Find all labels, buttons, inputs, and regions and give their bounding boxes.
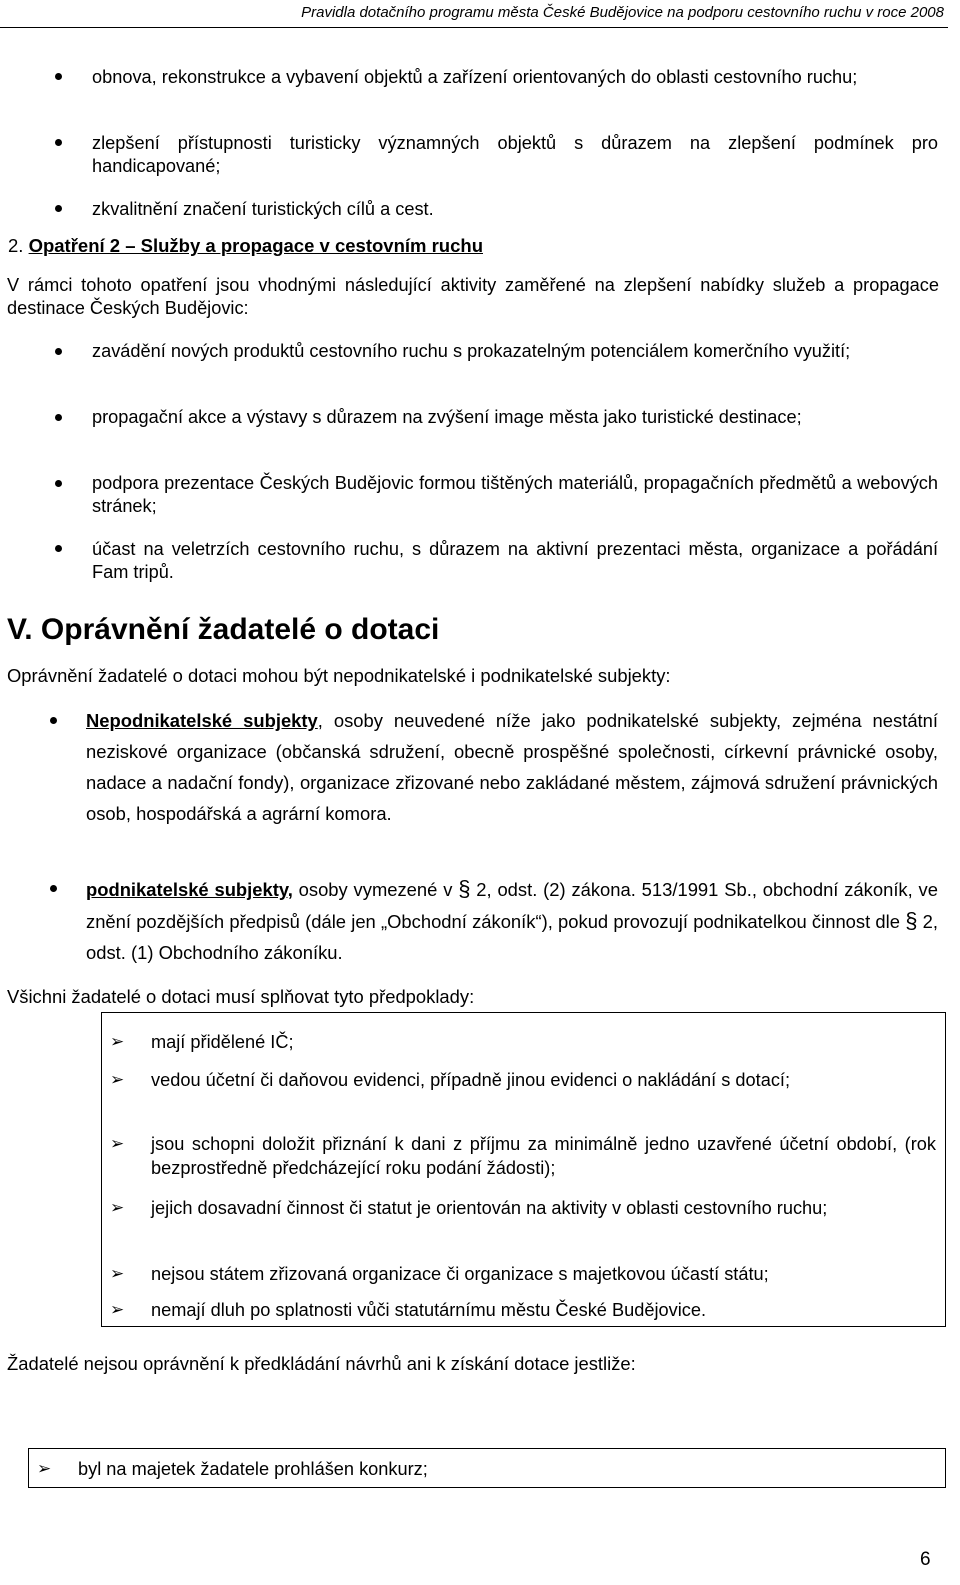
requirement-item: nemají dluh po splatnosti vůči statutárnímu městu České Budějovice. (151, 1300, 707, 1320)
requirements-intro: Všichni žadatelé o dotaci musí splňovat tyto předpoklady: (7, 986, 475, 1007)
list-item: zavádění nových produktů cestovního ruchu s prokazatelným potenciálem komerčního využití; (92, 341, 851, 361)
requirement-item: jsou schopni doložit přiznání k dani z příjmu za minimálně jedno uzavřené účetní období, (rok bezprostředně předcházející roku podání žádosti); (151, 1134, 936, 1178)
term-nonbusiness: Nepodnikatelské subjekty (86, 710, 318, 731)
list-item: podpora prezentace Českých Budějovic formou tištěných materiálů, propagačních předmětů a webových stránek; (92, 473, 938, 516)
measure-title: Opatření 2 – Služby a propagace v cestovním ruchu (28, 235, 483, 256)
requirement-item: mají přidělené IČ; (151, 1032, 294, 1052)
list-item: propagační akce a výstavy s důrazem na zvýšení image města jako turistické destinace; (92, 407, 802, 427)
arrow-bullet-icon: ➢ (110, 1300, 125, 1319)
list-item: účast na veletrzích cestovního ruchu, s důrazem na aktivní prezentaci města, organizace a pořádání Fam tripů. (92, 539, 938, 582)
arrow-bullet-icon: ➢ (110, 1032, 125, 1051)
list-item: zlepšení přístupnosti turisticky významných objektů s důrazem na zlepšení podmínek pro handicapované; (92, 133, 938, 176)
section-intro: Oprávnění žadatelé o dotaci mohou být nepodnikatelské i podnikatelské subjekty: (7, 665, 671, 686)
term-text: , obchodní zákoník, ve znění pozdějších předpisů (dále jen „Obchodní zákoník“), pokud provozují podnikatelkou činnost dle (86, 879, 938, 932)
running-header: Pravidla dotačního programu města České Budějovice na podporu cestovního ruchu v roce 2008 (301, 4, 944, 21)
term-text: 2, odst. (1) Obchodního zákoníku. (86, 911, 938, 963)
requirement-item: vedou účetní či daňovou evidenci, případně jinou evidenci o nakládání s dotací; (151, 1070, 791, 1090)
measure-number: 2. (8, 235, 24, 256)
list-item (86, 705, 938, 829)
measure-intro: V rámci tohoto opatření jsou vhodnými následující aktivity zaměřené na zlepšení nabídky služeb a propagace destinace Českých Budějovic: (7, 275, 939, 318)
page-number: 6 (920, 1549, 931, 1570)
bullet-icon (50, 885, 57, 892)
bullet-icon (55, 480, 62, 487)
list-item: zkvalitnění značení turistických cílů a cest. (92, 199, 434, 219)
section-sign: § (458, 876, 471, 901)
requirement-item: jejich dosavadní činnost či statut je orientován na aktivity v oblasti cestovního ruchu; (151, 1198, 828, 1218)
header-divider (0, 27, 948, 28)
bullet-icon (55, 545, 62, 552)
term-text: osoby vymezené v (292, 879, 459, 900)
arrow-bullet-icon: ➢ (110, 1134, 125, 1153)
arrow-bullet-icon: ➢ (110, 1264, 125, 1283)
bullet-icon (55, 73, 62, 80)
bullet-icon (55, 205, 62, 212)
section-sign: § (905, 908, 918, 933)
requirement-item: nejsou státem zřizovaná organizace či organizace s majetkovou účastí státu; (151, 1264, 769, 1284)
arrow-bullet-icon: ➢ (37, 1459, 52, 1478)
arrow-bullet-icon: ➢ (110, 1070, 125, 1089)
section-title: V. Oprávnění žadatelé o dotaci (7, 613, 440, 646)
term-description: , osoby neuvedené níže jako podnikatelské subjekty, zejména nestátní neziskové organizace (občanská sdružení, obecně prospěšné společnosti, církevní právnické osoby, nadace a nadační fondy), organizace zřizované nebo zakládané městem, zájmová sdružení právnických osob, hospodářská a agrární komora. (86, 710, 938, 824)
bullet-icon (55, 414, 62, 421)
measure-heading (8, 235, 483, 257)
list-item: obnova, rekonstrukce a vybavení objektů a zařízení orientovaných do oblasti cestovního ruchu; (92, 67, 858, 87)
term-text: 2, odst. (2) zákona. 513/1991 Sb. (470, 879, 752, 900)
bullet-icon (55, 139, 62, 146)
term-business: podnikatelské subjekty, (86, 879, 293, 900)
arrow-bullet-icon: ➢ (110, 1198, 125, 1217)
list-item (86, 873, 938, 968)
bullet-icon (55, 348, 62, 355)
exclusion-intro: Žadatelé nejsou oprávnění k předkládání návrhů ani k získání dotace jestliže: (7, 1353, 636, 1374)
exclusion-item: byl na majetek žadatele prohlášen konkurz; (78, 1459, 428, 1479)
bullet-icon (50, 717, 57, 724)
